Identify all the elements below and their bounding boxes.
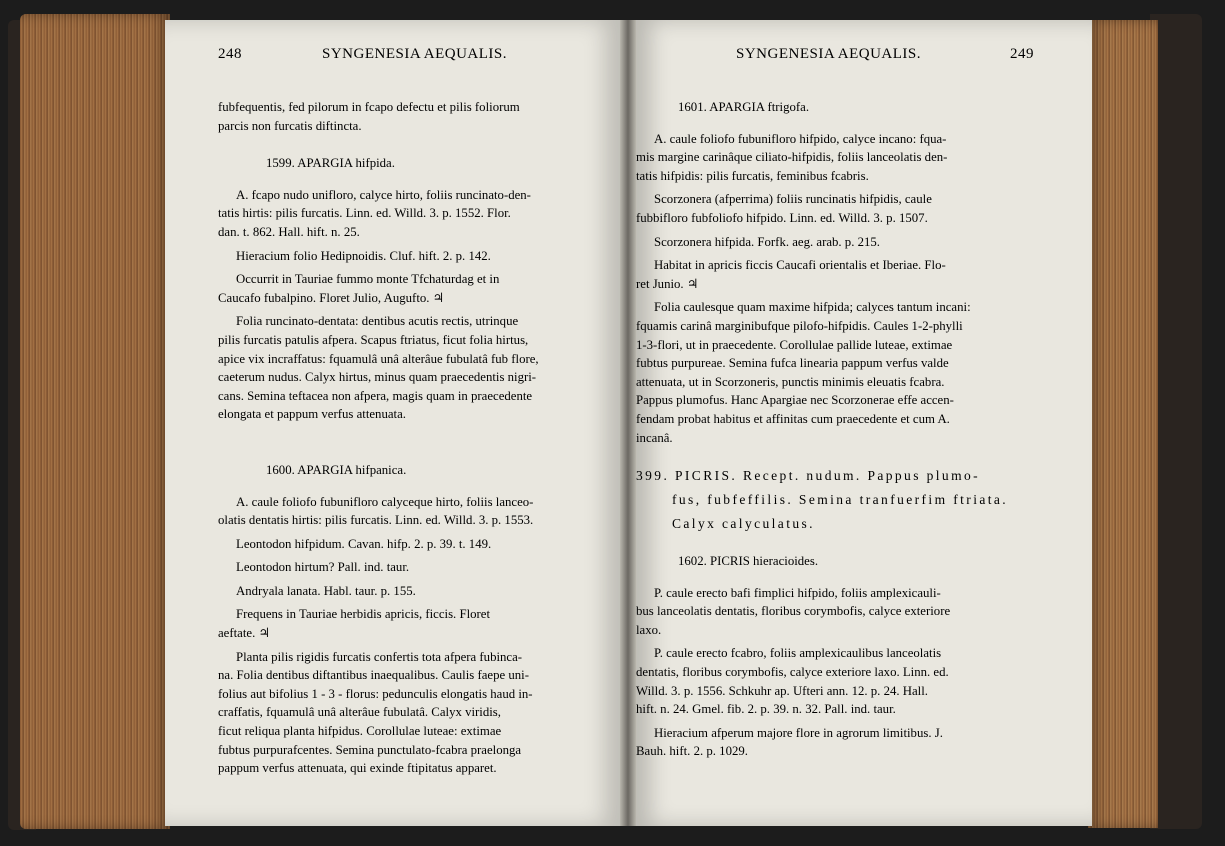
left-page-text [218,98,612,778]
text-line: Caucafo fubalpino. Floret Julio, Augufto. ♃ [218,290,445,305]
text-line: pilis furcatis patulis afpera. Scapus ftriatus, ficut folia hirtus, [218,332,529,347]
genus-heading: Calyx calyculatus. [672,516,815,532]
text-line: ret Junio. ♃ [636,276,699,291]
text-line: elongata et pappum verfus attenuata. [218,407,406,422]
text-line: Planta pilis rigidis furcatis confertis tota afpera fubinca- [236,649,523,664]
text-line: Andryala lanata. Habl. taur. p. 155. [236,583,416,598]
text-line: na. Folia dentibus diftantibus inaequalibus. Caulis faepe uni- [218,668,529,683]
text-line: A. caule foliofo fubunifloro calyceque hirto, foliis lanceo- [236,494,534,509]
right-running-header: SYNGENESIA AEQUALIS. [736,46,922,62]
text-line: incanâ. [636,430,673,445]
page-edges-right [1088,20,1158,828]
text-line: fubfequentis, fed pilorum in fcapo defectu et pilis foliorum [218,100,520,114]
text-line: Hieracium folio Hedipnoidis. Cluf. hift. 2. p. 142. [236,248,491,263]
text-line: Willd. 3. p. 1556. Schkuhr ap. Ufteri ann. 12. p. 24. Hall. [636,683,928,698]
text-line: Scorzonera (afperrima) foliis runcinatis hifpidis, caule [654,192,932,207]
text-line: attenuata, ut in Scorzoneris, punctis minimis eleuatis fcabra. [636,374,945,389]
text-line: fquamis carinâ marginibufque pilofo-hifpidis. Caules 1-2-phylli [636,318,963,333]
text-line: laxo. [636,622,662,637]
text-line: hift. n. 24. Gmel. fib. 2. p. 39. n. 32. Pall. ind. taur. [636,702,896,717]
species-heading: 1599. APARGIA hifpida. [266,156,395,171]
text-line: dentatis, floribus corymbofis, calyce exteriore laxo. Linn. ed. [636,665,949,680]
book-gutter [620,20,636,826]
text-line: Leontodon hirtum? Pall. ind. taur. [236,560,410,575]
left-page-number: 248 [218,46,242,62]
text-line: parcis non furcatis diftincta. [218,118,362,133]
text-line: Hieracium afperum majore flore in agrorum limitibus. J. [654,725,943,740]
text-line: P. caule erecto bafi fimplici hifpido, foliis amplexicauli- [654,585,941,600]
text-line: caeterum nudus. Calyx hirtus, minus quam praecedentis nigri- [218,370,537,385]
text-line: olatis dentatis hirtis: pilis furcatis. Linn. ed. Willd. 3. p. 1553. [218,513,534,528]
text-line: fubtus purpureae. Semina fufca linearia pappum verfus valde [636,356,949,371]
text-line: folius aut bifolius 1 - 3 - florus: pedunculis elongatis haud in- [218,686,533,701]
text-line: P. caule erecto fcabro, foliis amplexicaulibus lanceolatis [654,646,942,661]
text-line: aeftate. ♃ [218,626,270,641]
text-line: Leontodon hifpidum. Cavan. hifp. 2. p. 39. t. 149. [236,536,492,551]
text-line: Folia runcinato-dentata: dentibus acutis rectis, utrinque [236,314,519,329]
text-line: mis margine carinâque ciliato-hifpidis, foliis lanceolatis den- [636,150,948,165]
text-line: A. fcapo nudo unifloro, calyce hirto, foliis runcinato-den- [236,187,531,202]
text-line: bus lanceolatis dentatis, floribus corymbofis, calyce exteriore [636,604,951,619]
text-line: Folia caulesque quam maxime hifpida; calyces tantum incani: [654,300,971,315]
species-heading: 1600. APARGIA hifpanica. [266,462,407,477]
text-line: pappum verfus attenuata, qui exinde ftipitatus apparet. [218,761,497,776]
text-line: tatis hifpidis: pilis furcatis, feminibus fcabris. [636,168,869,183]
text-line: ficut reliqua planta hifpidus. Corollulae luteae: extimae [218,724,502,739]
genus-heading: 399. PICRIS. Recept. nudum. Pappus plumo- [636,468,981,484]
text-line: A. caule foliofo fubunifloro hifpido, calyce incano: fqua- [654,131,947,146]
page-edges-left [20,14,170,829]
text-line: Scorzonera hifpida. Forfk. aeg. arab. p. 215. [654,234,881,249]
right-page-text [636,98,1036,761]
species-heading: 1601. APARGIA ftrigofa. [678,100,810,114]
text-line: fendam probat habitus et affinitas cum praecedente et cum A. [636,411,950,426]
text-line: apice vix incraffatus: fquamulâ unâ alterâue fubulatâ fub flore, [218,351,539,366]
text-line: tatis hirtis: pilis furcatis. Linn. ed. Willd. 3. p. 1552. Flor. [218,206,511,221]
text-line: Habitat in apricis ficcis Caucafi orientalis et Iberiae. Flo- [654,258,946,273]
text-line: fubtus purpurafcentes. Semina punctulato-fcabra praelonga [218,742,522,757]
text-line: cans. Semina teftacea non afpera, magis quam in praecedente [218,388,533,403]
text-line: craffatis, fquamulâ unâ alterâue fubulatâ. Calyx viridis, [218,705,501,720]
text-line: Pappus plumofus. Hanc Apargiae nec Scorzonerae effe accen- [636,393,954,408]
right-page-number: 249 [1010,46,1034,62]
text-line: Bauh. hift. 2. p. 1029. [636,744,748,759]
genus-heading: fus, fubfeffilis. Semina tranfuerfim ftriata. [672,492,1009,508]
text-line: Frequens in Tauriae herbidis apricis, ficcis. Floret [236,607,491,622]
text-line: 1-3-flori, ut in praecedente. Corollulae pallide luteae, extimae [636,337,953,352]
text-line: fubbifloro fubfoliofo hifpido. Linn. ed. Willd. 3. p. 1507. [636,210,928,225]
species-heading: 1602. PICRIS hieracioides. [678,554,819,569]
text-line: Occurrit in Tauriae fummo monte Tfchaturdag et in [236,272,500,287]
left-running-header: SYNGENESIA AEQUALIS. [322,46,508,62]
text-line: dan. t. 862. Hall. hift. n. 25. [218,224,360,239]
